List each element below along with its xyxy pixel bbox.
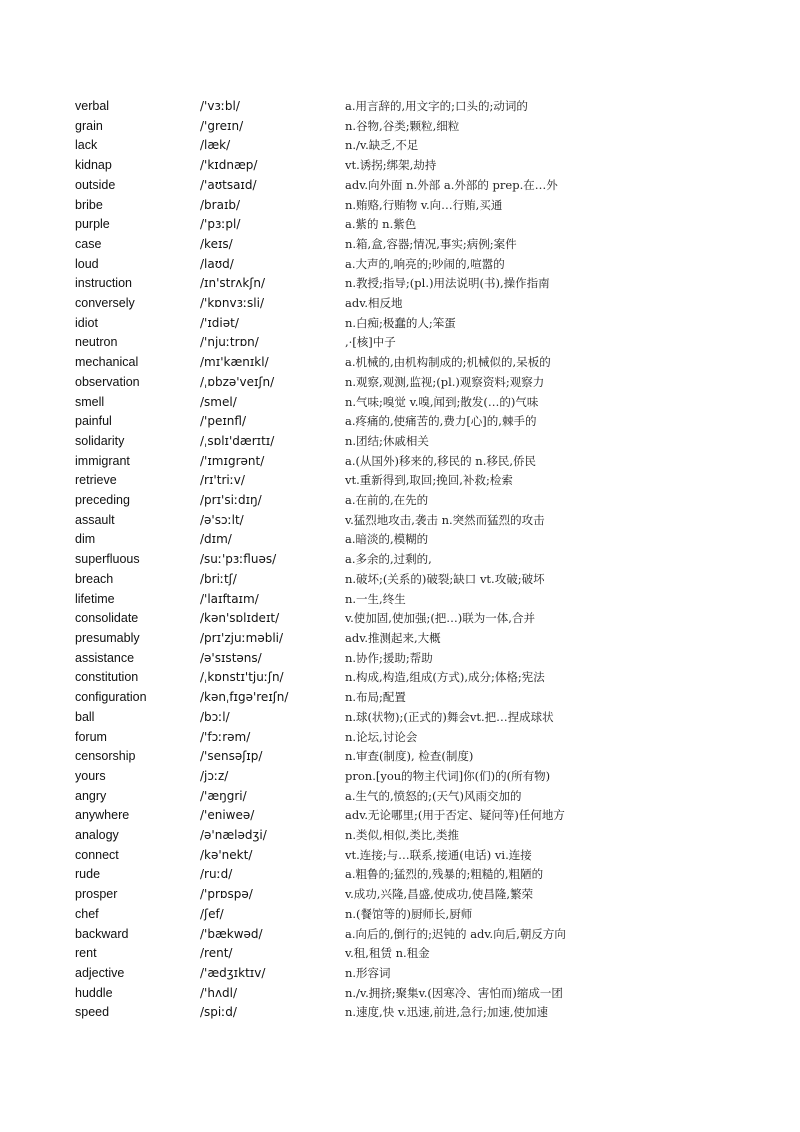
entry-definition: a.在前的,在先的 [345,493,429,508]
entry-phonetic: /'prɒspə/ [200,887,253,902]
vocab-entry [75,176,715,196]
entry-definition: n.形容词 [345,965,391,980]
entry-word: loud [75,256,99,271]
entry-definition: vt.诱拐;绑架,劫持 [345,158,437,173]
entry-word: backward [75,926,129,941]
entry-phonetic: /braɪb/ [200,197,241,212]
vocab-entry [75,826,715,846]
entry-phonetic: /'fɔːrəm/ [200,729,251,744]
entry-word: prosper [75,887,118,902]
entry-phonetic: /'ædʒɪktɪv/ [200,965,266,980]
entry-word: smell [75,394,105,409]
entry-phonetic: /ˌɒbzə'veɪʃn/ [200,374,275,389]
vocab-entry [75,373,715,393]
entry-definition: a.向后的,倒行的;迟钝的 adv.向后,朝反方向 [345,926,566,941]
entry-word: anywhere [75,808,130,823]
entry-word: outside [75,177,116,192]
entry-definition: a.(从国外)移来的,移民的 n.移民,侨民 [345,453,537,468]
vocab-entry [75,1003,715,1023]
vocab-entry [75,550,715,570]
entry-phonetic: /prɪ'zjuːməbli/ [200,630,284,645]
entry-word: assault [75,512,115,527]
entry-definition: n.速度,快 v.迅速,前进,急行;加速,使加速 [345,1005,549,1020]
vocab-entry [75,590,715,610]
entry-phonetic: /mɪ'kænɪkl/ [200,355,269,370]
entry-word: kidnap [75,158,112,173]
entry-definition: n.教授;指导;(pl.)用法说明(书),操作指南 [345,276,550,291]
entry-phonetic: /læk/ [200,138,231,153]
entry-word: case [75,236,102,251]
entry-phonetic: /kə'nekt/ [200,847,253,862]
entry-phonetic: /ə'sɔːlt/ [200,512,244,527]
entry-definition: n.观察,观测,监视;(pl.)观察资料;观察力 [345,374,545,389]
entry-definition: pron.[you的物主代词]你(们)的(所有物) [345,768,551,783]
entry-phonetic: /'hʌdl/ [200,985,238,1000]
vocab-entry [75,708,715,728]
entry-word: verbal [75,99,110,113]
entry-phonetic: /kən'sɒlɪdeɪt/ [200,611,280,626]
entry-definition: n.论坛,讨论会 [345,729,418,744]
vocab-entry [75,215,715,235]
vocab-entry [75,353,715,373]
entry-word: grain [75,118,103,133]
entry-word: speed [75,1005,110,1020]
entry-word: configuration [75,690,147,705]
entry-phonetic: /prɪ'siːdɪŋ/ [200,493,262,508]
vocab-entry [75,865,715,885]
entry-phonetic: /'bækwəd/ [200,926,263,941]
vocab-entry [75,609,715,629]
entry-phonetic: /jɔːz/ [200,768,229,783]
entry-phonetic: /'laɪftaɪm/ [200,591,259,606]
entry-phonetic: /dɪm/ [200,532,232,547]
vocab-entry [75,767,715,787]
entry-phonetic: /spiːd/ [200,1005,237,1020]
entry-word: huddle [75,985,113,1000]
entry-word: constitution [75,670,139,685]
entry-phonetic: /'æŋgri/ [200,788,247,803]
entry-phonetic: /'njuːtrɒn/ [200,335,259,350]
entry-word: rent [75,946,97,961]
entry-word: lack [75,138,98,153]
vocab-entry [75,511,715,531]
entry-word: purple [75,217,110,232]
vocab-entry [75,393,715,413]
entry-definition: v.租,租赁 n.租金 [345,946,430,961]
entry-phonetic: /'eniweə/ [200,808,255,823]
entry-definition: n.破坏;(关系的)破裂;缺口 vt.攻破;破坏 [345,571,545,586]
entry-phonetic: /rɪ'triːv/ [200,473,245,488]
vocab-entry [75,235,715,255]
vocab-entry [75,294,715,314]
entry-phonetic: /'ɪdiət/ [200,315,239,330]
entry-phonetic: /'vɜːbl/ [200,99,240,113]
entry-definition: n.团结;休戚相关 [345,433,429,448]
entry-definition: v.成功,兴隆,昌盛,使成功,使昌隆,繁荣 [345,887,534,902]
entry-phonetic: /briːtʃ/ [200,571,237,586]
vocab-entry [75,471,715,491]
entry-definition: n.箱,盒,容器;情况,事实;病例;案件 [345,236,517,251]
entry-phonetic: /'peɪnfl/ [200,414,247,429]
entry-definition: a.粗鲁的;猛烈的,残暴的;粗糙的,粗陋的 [345,867,544,882]
vocab-entry [75,984,715,1004]
vocab-entry [75,905,715,925]
entry-definition: a.用言辞的,用文字的;口头的;动词的 [345,99,528,113]
entry-definition: vt.重新得到,取回;挽回,补救;检索 [345,473,513,488]
entry-definition: n.审查(制度), 检查(制度) [345,749,474,764]
vocab-entry [75,925,715,945]
entry-phonetic: /kənˌfɪgə'reɪʃn/ [200,690,289,705]
entry-word: painful [75,414,112,429]
entry-phonetic: /smel/ [200,394,237,409]
vocabulary-list [75,97,715,1023]
entry-phonetic: /ə'sɪstəns/ [200,650,262,665]
entry-word: preceding [75,493,130,508]
entry-phonetic: /ˌkɒnstɪ'tjuːʃn/ [200,670,284,685]
entry-word: instruction [75,276,132,291]
entry-definition: n.谷物,谷类;颗粒,细粒 [345,118,460,133]
entry-definition: a.暗淡的,模糊的 [345,532,429,547]
entry-word: connect [75,847,119,862]
vocab-entry [75,491,715,511]
entry-definition: n.布局;配置 [345,690,406,705]
entry-definition: v.使加固,使加强;(把…)联为一体,合并 [345,611,535,626]
entry-definition: adv.无论哪里;(用于否定、疑问等)任何地方 [345,808,565,823]
entry-definition: ,·[核]中子 [345,335,396,350]
entry-phonetic: /ruːd/ [200,867,233,882]
entry-definition: n./v.缺乏,不足 [345,138,419,153]
vocab-entry [75,333,715,353]
entry-word: dim [75,532,96,547]
entry-definition: n.构成,构造,组成(方式),成分;体格;宪法 [345,670,545,685]
entry-word: yours [75,768,106,783]
vocab-entry [75,688,715,708]
entry-definition: vt.连接;与…联系,接通(电话) vi.连接 [345,847,532,862]
entry-phonetic: /'pɜːpl/ [200,217,241,232]
entry-definition: a.大声的,响亮的;吵闹的,喧嚣的 [345,256,505,271]
entry-phonetic: /'sensəʃɪp/ [200,749,263,764]
entry-phonetic: /ɪn'strʌkʃn/ [200,276,266,291]
vocab-entry [75,787,715,807]
entry-word: lifetime [75,591,115,606]
entry-definition: a.多余的,过剩的, [345,552,432,567]
vocab-entry [75,97,715,117]
vocab-entry [75,570,715,590]
entry-definition: n.一生,终生 [345,591,406,606]
entry-definition: v.猛烈地攻击,袭击 n.突然而猛烈的攻击 [345,512,545,527]
vocab-entry [75,964,715,984]
entry-definition: adv.推测起来,大概 [345,630,441,645]
entry-word: mechanical [75,355,139,370]
entry-word: adjective [75,965,125,980]
entry-word: forum [75,729,107,744]
entry-phonetic: /ʃef/ [200,906,224,921]
entry-phonetic: /rent/ [200,946,233,961]
entry-word: censorship [75,749,136,764]
vocab-entry [75,668,715,688]
vocab-entry [75,629,715,649]
vocab-entry [75,432,715,452]
vocab-entry [75,255,715,275]
entry-phonetic: /laʊd/ [200,256,234,271]
entry-definition: n.类似,相似,类比,类推 [345,828,460,843]
vocab-entry [75,136,715,156]
entry-word: solidarity [75,433,125,448]
entry-definition: n.协作;援助;帮助 [345,650,433,665]
entry-word: ball [75,709,95,724]
entry-definition: n.气味;嗅觉 v.嗅,闻到;散发(…的)气味 [345,394,539,409]
entry-word: immigrant [75,453,130,468]
vocab-entry [75,274,715,294]
entry-word: assistance [75,650,135,665]
entry-definition: a.生气的,愤怒的;(天气)风雨交加的 [345,788,522,803]
vocab-entry [75,412,715,432]
entry-definition: a.疼痛的,使痛苦的,费力[心]的,棘手的 [345,414,537,429]
entry-word: bribe [75,197,103,212]
entry-definition: n.(餐馆等的)厨师长,厨师 [345,906,473,921]
entry-phonetic: /'kɒnvɜːsli/ [200,296,265,311]
entry-word: analogy [75,828,119,843]
entry-phonetic: /keɪs/ [200,236,233,251]
entry-definition: n.球(状物);(正式的)舞会vt.把…捏成球状 [345,709,554,724]
entry-word: idiot [75,315,98,330]
entry-word: superfluous [75,552,140,567]
entry-word: conversely [75,296,135,311]
vocab-entry [75,728,715,748]
entry-definition: a.机械的,由机构制成的;机械似的,呆板的 [345,355,551,370]
entry-phonetic: /'kɪdnæp/ [200,158,258,173]
entry-phonetic: /'aʊtsaɪd/ [200,177,257,192]
entry-definition: adv.相反地 [345,296,403,311]
vocab-entry [75,196,715,216]
entry-phonetic: /ə'nælədʒi/ [200,828,267,843]
entry-definition: a.紫的 n.紫色 [345,217,417,232]
vocab-entry [75,314,715,334]
vocab-entry [75,530,715,550]
entry-definition: n.贿赂,行贿物 v.向…行贿,买通 [345,197,503,212]
entry-phonetic: /bɔːl/ [200,709,230,724]
entry-phonetic: /'ɪmɪgrənt/ [200,453,265,468]
entry-word: breach [75,571,114,586]
vocab-entry [75,806,715,826]
vocab-entry [75,117,715,137]
vocab-entry [75,156,715,176]
vocab-entry [75,747,715,767]
entry-definition: n.白痴;极蠢的人;笨蛋 [345,315,456,330]
entry-word: chef [75,906,99,921]
entry-word: retrieve [75,473,117,488]
vocab-entry [75,846,715,866]
vocab-entry [75,885,715,905]
entry-word: observation [75,374,140,389]
entry-word: neutron [75,335,118,350]
entry-definition: n./v.拥挤;聚集v.(因寒冷、害怕而)缩成一团 [345,985,563,1000]
vocab-entry [75,649,715,669]
entry-phonetic: /ˌsɒlɪ'dærɪtɪ/ [200,433,275,448]
vocab-entry [75,452,715,472]
entry-word: rude [75,867,101,882]
entry-word: angry [75,788,107,803]
entry-definition: adv.向外面 n.外部 a.外部的 prep.在…外 [345,177,558,192]
entry-phonetic: /suː'pɜːfluəs/ [200,552,277,567]
entry-word: presumably [75,630,140,645]
entry-phonetic: /'greɪn/ [200,118,244,133]
entry-word: consolidate [75,611,139,626]
vocab-entry [75,944,715,964]
